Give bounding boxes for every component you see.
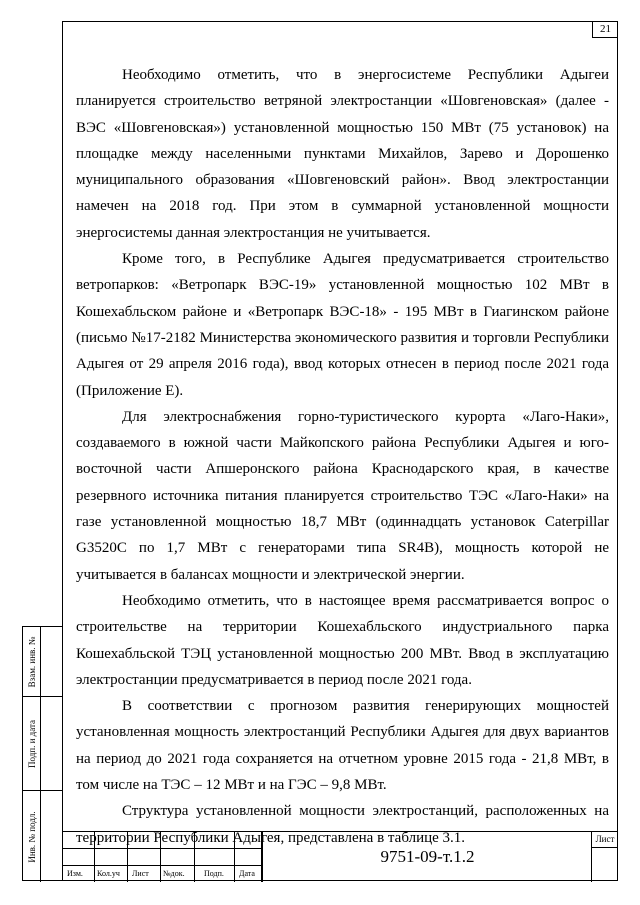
paragraph-2: Кроме того, в Республике Адыгея предусматривается строительство ветропарков: «Ветропарк ВЭС-19» установленной мощностью 102 МВт в Кошехабльском районе и «Ветропарк ВЭС-18» - 195 МВт в Гиагинском районе (письмо №17-2182 Министерства экономического развития и торговли Республики Адыгея от 29 апреля 2016 года), ввод которых отнесен в период после 2021 года (Приложение Е). [76,251,609,399]
side-cell-inv [23,791,63,882]
paragraph-1: Необходимо отметить, что в энергосистеме Республики Адыгеи планируется строительство ветряной электростанции «Шовгеновская» (далее - ВЭС «Шовгеновская») установленной мощностью 150 МВт (75 установок) на площадке между населенными пунктами Михайлов, Зарево и Дорошенко муниципального образования «Шовгеновский район». Ввод электростанции намечен на 2018 год. При этом в суммарной установленной мощности энергосистемы данная электростанция не учитывается. [76,67,609,241]
side-label-podp: Подп. и дата [26,719,37,768]
document-code: 9751-09-т.1.2 [262,832,592,882]
sheet-box [591,832,618,882]
paragraph-3: Для электроснабжения горно-туристического курорта «Лаго-Наки», создаваемого в южной части Майкопского района Республики Адыгея и юго-восточной части Апшеронского района Краснодарского края, в качестве резервного источника питания планируется строительство ТЭС «Лаго-Наки» на газе установленной мощностью 18,7 МВт (одиннадцать установок Caterpillar G3520C по 1,7 МВт с генераторами типа SR4B), мощность которой не учитывается в балансах мощности и электрической энергии. [76,408,609,583]
page-number: 21 [592,21,618,38]
label-kol-uch: Кол.уч [97,869,120,878]
side-label-inv: Инв. № подл. [26,810,37,863]
side-cell-vzam [23,627,63,697]
label-list: Лист [132,869,149,878]
document-body [76,62,609,851]
label-data: Дата [239,869,255,878]
side-label-vzam: Взам. инв. № [26,636,37,687]
sheet-label: Лист [592,833,618,848]
side-cell-podp [23,697,63,791]
label-podp: Подп. [204,869,224,878]
label-ndok: №док. [163,869,185,878]
paragraph-4: Необходимо отметить, что в настоящее время рассматривается вопрос о строительстве на территории Кошехабльского индустриального парка Кошехабльской ТЭЦ установленной мощностью 200 МВт. Ввод в эксплуатацию электростанции предусматривается в период после 2021 года. [76,592,609,688]
title-block [62,831,618,881]
paragraph-6: Структура установленной мощности электростанций, расположенных на территории Республики Адыгея, представлена в таблице 3.1. [76,803,609,846]
paragraph-5: В соответствии с прогнозом развития генерирующих мощностей установленная мощность электростанций Республики Адыгея для двух вариантов на период до 2021 года сохраняется на отчетном уровне 2015 года - 21,8 МВт, в том числе на ТЭС – 12 МВт и на ГЭС – 9,8 МВт. [76,698,609,794]
label-izm: Изм. [67,869,83,878]
revision-grid [62,832,262,882]
side-stamp [22,626,62,881]
